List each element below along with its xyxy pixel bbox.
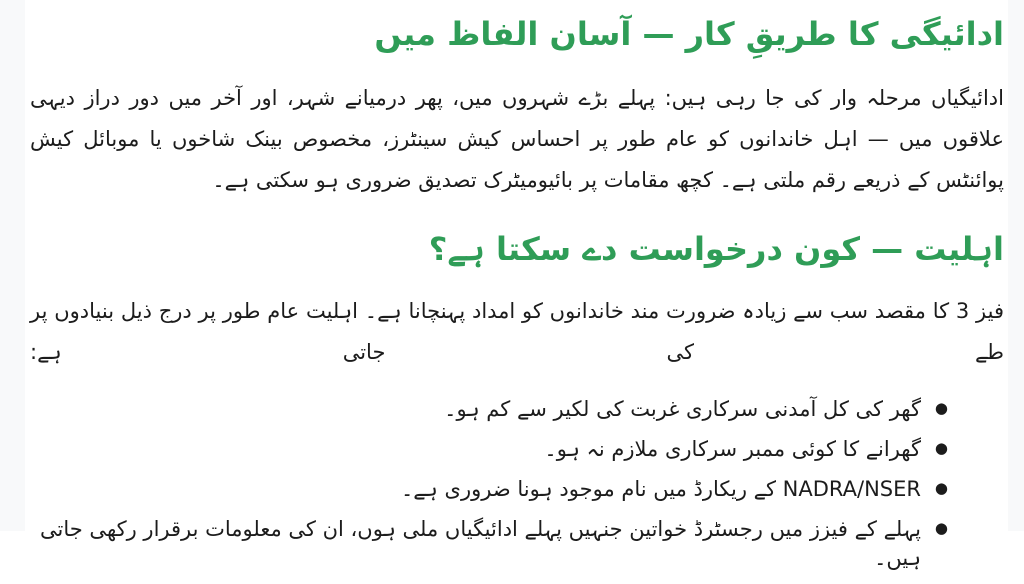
bullet-icon: ● xyxy=(934,439,948,457)
viewer-right-gutter xyxy=(1008,0,1024,531)
list-item-text: گھر کی کل آمدنی سرکاری غربت کی لکیر سے کم ہو۔ xyxy=(444,397,921,421)
list-item xyxy=(30,435,948,464)
bullet-icon: ● xyxy=(934,479,948,497)
eligibility-list xyxy=(30,395,1004,573)
list-item-text: پہلے کے فیزز میں رجسٹرڈ خواتین جنہیں پہلے ادائیگیاں ملی ہوں، ان کی معلومات برقرار رکھی جاتی ہیں۔ xyxy=(40,517,921,570)
list-item-text: گھرانے کا کوئی ممبر سرکاری ملازم نہ ہو۔ xyxy=(544,437,921,461)
bullet-icon: ● xyxy=(934,399,948,417)
bullet-icon: ● xyxy=(934,519,948,537)
page-content xyxy=(30,0,1004,584)
list-item-text: NADRA/NSER کے ریکارڈ میں نام موجود ہونا ضروری ہے۔ xyxy=(400,477,921,501)
list-item xyxy=(30,395,948,424)
list-item xyxy=(30,475,948,504)
eligibility-paragraph: فیز 3 کا مقصد سب سے زیادہ ضرورت مند خاندانوں کو امداد پہنچانا ہے۔ اہلیت عام طور پر درج ذیل بنیادوں پر طے کی جاتی ہے: xyxy=(30,299,1005,364)
list-item xyxy=(30,515,948,573)
payment-method-heading: ادائیگی کا طریقِ کار — آسان الفاظ میں xyxy=(374,15,1004,53)
viewer-left-gutter xyxy=(0,0,25,531)
eligibility-heading: اہلیت — کون درخواست دے سکتا ہے؟ xyxy=(428,230,1004,268)
payment-method-paragraph: ادائیگیاں مرحلہ وار کی جا رہی ہیں: پہلے بڑے شہروں میں، پھر درمیانے شہر، اور آخر میں دور دراز دیہی علاقوں میں — اہل خاندانوں کو عام طور پر احساس کیش سینٹرز، مخصوص بینک شاخوں یا موبائل کیش پوائنٹس کے ذریعے رقم ملتی ہے۔ کچھ مقامات پر بائیومیٹرک تصدیق ضروری ہو سکتی ہے۔ xyxy=(30,86,1004,192)
